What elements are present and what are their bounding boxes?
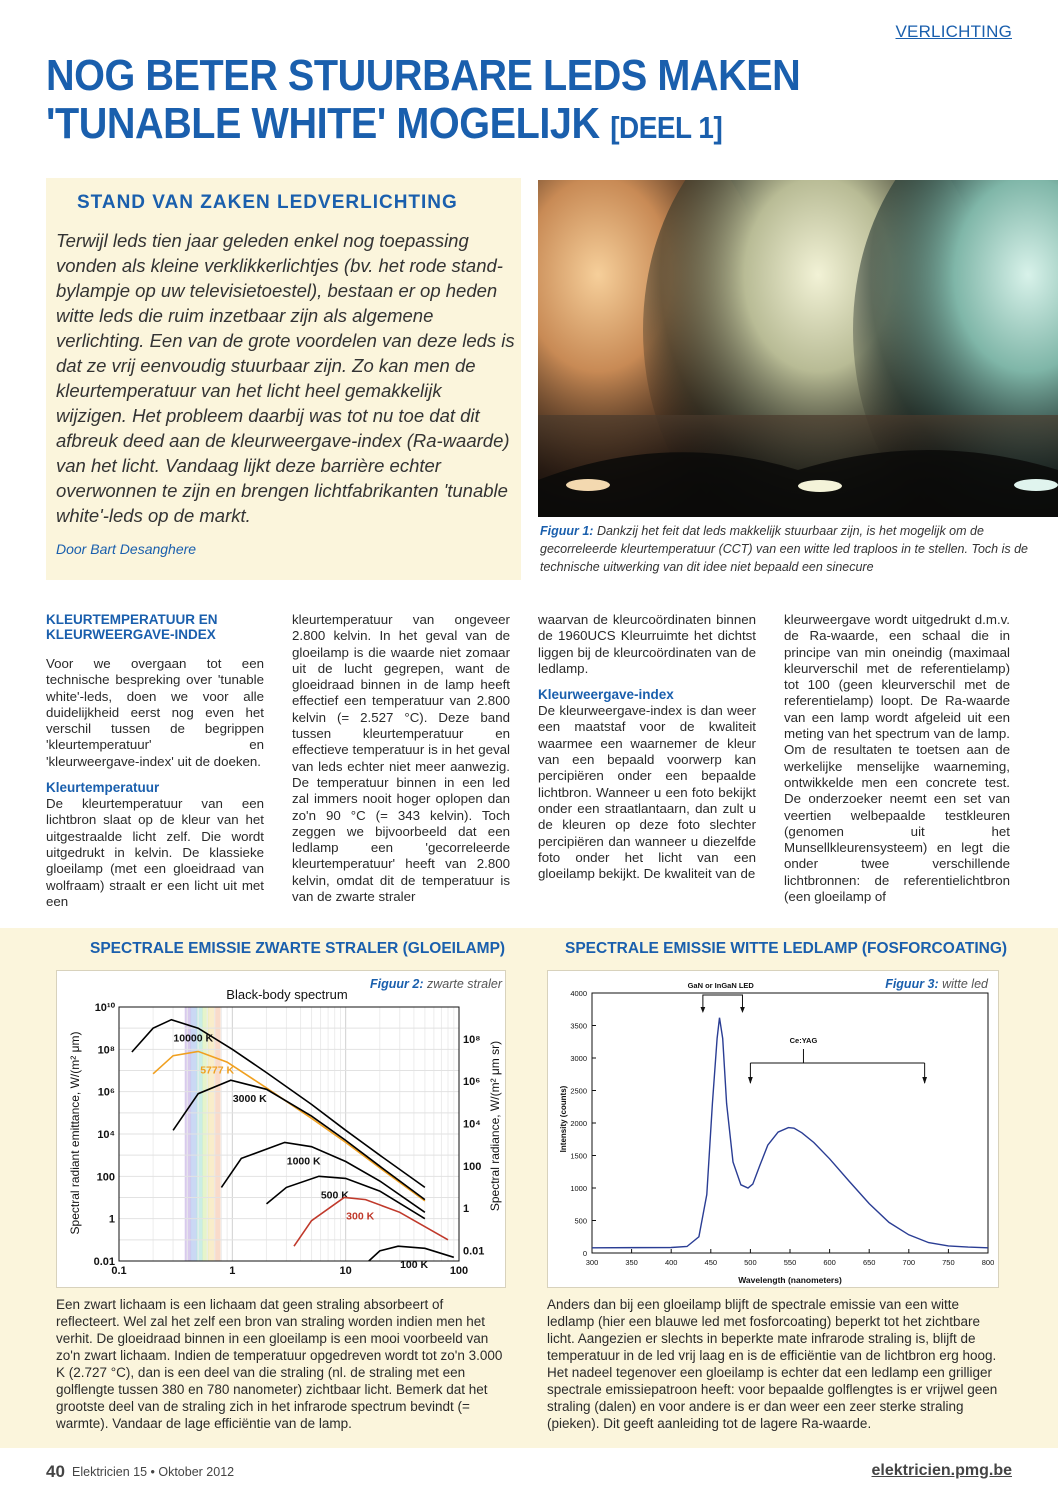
intro-text: Terwijl leds tien jaar geleden enkel nog toepassing vonden als kleine verklikkerlichtjes (bv. het rode stand-bylampje op uw televisietoestel), bestaan er op heden witte leds die ruim inzetbaar zijn als algemene verlichting. Een van de grote voordelen van deze leds is dat ze vrij eenvoudig stuurbaar zijn. Zo kan men de kleurtemperatuur van het licht heel gemakkelijk wijzigen. Het probleem daarbij was tot nu toe dat dit afbreuk deed aan de kleurweergave-index (Ra-waarde) van het licht. Vandaag lijkt deze barrière echter overwonnen te zijn en brengen lichtfabrikanten 'tunable white'-leds op de markt. bbox=[56, 230, 515, 526]
y-right-tick-label: 0.01 bbox=[463, 1245, 485, 1258]
y-right-tick-label: 10⁴ bbox=[463, 1118, 481, 1131]
subheading-kleurtemperatuur: Kleurtemperatuur bbox=[46, 780, 160, 796]
annotation-bracket bbox=[703, 995, 743, 1001]
figure-3-chart bbox=[547, 970, 999, 1288]
x-tick-label: 100 bbox=[449, 1265, 469, 1277]
y-tick-label: 0.01 bbox=[93, 1256, 115, 1268]
figure-3-text: witte led bbox=[938, 977, 988, 991]
headline-line-1: NOG BETER STUURBARE LEDS MAKEN bbox=[46, 51, 801, 100]
website-link[interactable]: elektricien.pmg.be bbox=[871, 1462, 1012, 1479]
column-1-paragraph-1: Voor we overgaan tot een technische bespreking over 'tunable white'-leds, doen we voor alle duidelijkheid eerst nog even het verschil tussen de begrippen 'kleurtemperatuur' en 'kleurweergave-index' uit de doeken. bbox=[46, 656, 264, 769]
page-number: 40 bbox=[46, 1462, 65, 1481]
right-chart-title: SPECTRALE EMISSIE WITTE LEDLAMP (FOSFORCOATING) bbox=[565, 940, 1008, 957]
figure-2-chart bbox=[56, 970, 506, 1288]
y-tick-label: 10⁶ bbox=[97, 1086, 115, 1099]
column-3-paragraph-2: De kleurweergave-index is dan weer een maatstaf voor de kwaliteit waarmee een waarnemer de kleur van een bepaald voorwerp kan percipiëren onder een bepaalde lichtbron. Wanneer u een foto bekijkt onder een straatlantaarn, dan zult u de kleuren op deze foto slechter percipiëren dan wanneer u diezelfde foto onder het licht van een gloeilamp bekijkt. De kwaliteit van de bbox=[538, 703, 756, 882]
figure-3-label: Figuur 3: bbox=[885, 977, 939, 991]
series-label: 3000 K bbox=[232, 1093, 267, 1106]
headline-line-2-main: 'TUNABLE WHITE' MOGELIJK bbox=[46, 99, 600, 148]
x-tick-label: 650 bbox=[862, 1258, 876, 1267]
blackbody-chart-title: Black-body spectrum bbox=[226, 987, 348, 1002]
y-tick-label: 1000 bbox=[570, 1184, 587, 1193]
y-right-tick-label: 10⁶ bbox=[463, 1076, 481, 1089]
article-headline bbox=[46, 52, 919, 152]
svg-text:Figuur 3: witte led bbox=[885, 977, 989, 991]
x-tick-label: 750 bbox=[942, 1258, 955, 1267]
y-right-tick-label: 100 bbox=[463, 1160, 482, 1173]
y-tick-label: 0 bbox=[582, 1249, 587, 1258]
led-spectrum-chart-svg bbox=[548, 971, 1000, 1289]
svg-text:Figuur 2: zwarte straler bbox=[370, 977, 503, 991]
x-tick-label: 10 bbox=[339, 1265, 352, 1277]
led-spectrum-line bbox=[592, 1018, 988, 1248]
x-tick-label: 450 bbox=[704, 1258, 718, 1267]
article-column-3 bbox=[538, 612, 756, 882]
figure-1-label: Figuur 1: bbox=[540, 524, 594, 538]
annotation-ce-yag: Ce:YAG bbox=[789, 1036, 818, 1045]
figure-3-caption: Anders dan bij een gloeilamp blijft de spectrale emissie van een witte ledlamp (hier een blauwe led met fosforcoating) beperkt tot het zichtbare licht. Aangezien er slechts in beperkte mate infrarode straling is, blijft de temperatuur in de led vrij laag en is de efficiëntie van de lichtbron erg hoog. Het nadeel tegenover een gloeilamp is echter dat een ledlamp een grilliger spectrale emissiepatroon heeft: voor bepaalde golflengtes is er vrijwel geen straling (dalen) en voor andere is er dan weer een zeer sterke straling (pieken). Dit geeft aanleiding tot de lagere Ra-waarde. bbox=[547, 1297, 998, 1431]
article-column-1 bbox=[46, 612, 264, 910]
blackbody-chart-svg bbox=[57, 971, 507, 1289]
subheading-kleurweergave-index: Kleurweergave-index bbox=[538, 687, 674, 703]
figure-2-text: zwarte straler bbox=[423, 977, 502, 991]
column-1-paragraph-2: De kleurtemperatuur van een lichtbron slaat op de kleur van het uitgestraalde licht zelf. Die wordt uitgedrukt in kelvin. De klassieke gloeilamp (met een gloeidraad van wolfraam) straalt er een licht uit met een bbox=[46, 796, 264, 909]
article-column-2 bbox=[292, 612, 510, 905]
figure-2-label: Figuur 2: bbox=[370, 977, 424, 991]
x-tick-label: 400 bbox=[664, 1258, 678, 1267]
y-tick-label: 10¹⁰ bbox=[94, 1002, 115, 1014]
x-tick-label: 0.1 bbox=[111, 1265, 127, 1277]
x-tick-label: 350 bbox=[625, 1258, 638, 1267]
magazine-issue: Elektricien 15 • Oktober 2012 bbox=[72, 1465, 235, 1479]
series-label: 500 K bbox=[320, 1189, 349, 1202]
arrow-heads-yag bbox=[748, 1077, 927, 1084]
figure-1-photo bbox=[538, 180, 1058, 517]
figure-1-caption bbox=[540, 522, 1045, 576]
y-right-tick-label: 10⁸ bbox=[463, 1033, 481, 1046]
plot-frame bbox=[592, 993, 988, 1253]
blackbody-y-label: Spectral radiant emittance, W/(m² μm) bbox=[68, 1031, 82, 1235]
y-tick-label: 10⁴ bbox=[97, 1129, 115, 1141]
y-tick-label: 10⁸ bbox=[97, 1044, 115, 1057]
y-tick-label: 100 bbox=[96, 1171, 115, 1184]
y-tick-label: 3500 bbox=[570, 1021, 587, 1031]
led-light-photo bbox=[538, 180, 1058, 517]
annotation-bracket-yag bbox=[750, 1049, 924, 1083]
x-tick-label: 500 bbox=[744, 1258, 757, 1267]
article-column-4 bbox=[784, 612, 1010, 905]
x-tick-label: 600 bbox=[823, 1258, 836, 1267]
arrow-heads bbox=[701, 1007, 745, 1013]
led-y-label: Intensity (counts) bbox=[559, 1085, 568, 1153]
figure-2-caption: Een zwart lichaam is een lichaam dat geen straling absorbeert of reflecteert. Wel zal het zelf een bron van straling worden indien men het verhit. De gloeidraad binnen in een gloeilamp is een mooi voorbeeld van zo'n zwart lichaam. Indien de temperatuur opgedreven wordt tot zo'n 3.000 K (2.727 °C), dan is een deel van die straling (nl. de straling met een golflengte tussen 380 en 780 nanometer) zichtbaar licht. Bemerk dat het grootste deel van de straling zich in het infrarode spectrum bevindt (= warmte). Vandaar de lage efficiëntie van de lamp. bbox=[56, 1297, 503, 1431]
headline-part: [DEEL 1] bbox=[610, 110, 723, 145]
x-tick-label: 1 bbox=[229, 1265, 236, 1277]
y-tick-label: 2000 bbox=[570, 1119, 587, 1128]
blackbody-y-right-label: Spectral radiance, W/(m² μm sr) bbox=[488, 1040, 502, 1212]
y-tick-label: 3000 bbox=[570, 1054, 587, 1063]
x-tick-label: 550 bbox=[783, 1258, 797, 1267]
section-tag: VERLICHTING bbox=[895, 22, 1012, 41]
column-1-heading: KLEURTEMPERATUUR EN KLEURWEERGAVE-INDEX bbox=[46, 612, 218, 642]
series-line-10000-k bbox=[132, 1020, 425, 1188]
figure-1-caption-text: Dankzij het feit dat leds makkelijk stuurbaar zijn, is het mogelijk om de gecorreleerde kleurtemperatuur (CCT) van een witte led traploos in te stellen. Toch is de technische uitwerking van dit idee niet bepaald een sinecure bbox=[540, 524, 1028, 574]
x-tick-label: 300 bbox=[585, 1258, 599, 1267]
headline-line-2 bbox=[46, 100, 919, 152]
series-label: 100 K bbox=[400, 1259, 429, 1272]
column-3-paragraph-1: waarvan de kleurcoördinaten binnen de 1960UCS Kleurruimte het dichtst liggen bij de kleurcoördinaten van de ledlamp. bbox=[538, 612, 756, 676]
left-chart-title: SPECTRALE EMISSIE ZWARTE STRALER (GLOEILAMP) bbox=[90, 940, 506, 957]
y-tick-label: 500 bbox=[574, 1216, 587, 1226]
y-tick-label: 2500 bbox=[570, 1086, 587, 1096]
intro-title: STAND VAN ZAKEN LEDVERLICHTING bbox=[77, 192, 458, 213]
annotation-arrows bbox=[703, 1001, 743, 1011]
annotation-gan-led: GaN or InGaN LED bbox=[687, 981, 754, 990]
x-tick-label: 700 bbox=[902, 1258, 916, 1267]
led-x-label: Wavelength (nanometers) bbox=[738, 1275, 842, 1285]
series-label: 5777 K bbox=[200, 1064, 235, 1077]
column-2-paragraph: kleurtemperatuur van ongeveer 2.800 kelvin. In het geval van de gloeilamp is die waarde niet zomaar uit de lucht gegrepen, want de gloeidraad binnen in de lamp heeft effectief een temperatuur van 2.800 kelvin (= 2.527 °C). Deze band tussen kleurtemperatuur en effectieve temperatuur is in het geval van leds echter niet meer aanwezig. De temperatuur binnen in een led zal immers nooit hoger oplopen dan zo'n 90 °C (= 343 kelvin). Toch zeggen we bijvoorbeeld dat een ledlamp een 'gecorreleerde kleurtemperatuur' heeft van 2.800 kelvin, omdat dit de temperatuur is van de zwarte straler bbox=[292, 612, 510, 905]
series-label: 10000 K bbox=[173, 1032, 214, 1045]
x-tick-label: 800 bbox=[981, 1258, 995, 1267]
series-label: 300 K bbox=[346, 1210, 375, 1223]
column-4-paragraph: kleurweergave wordt uitgedrukt d.m.v. de Ra-waarde, een schaal die in principe van min oneindig (maximaal kleurverschil met de referentielamp) tot 100 (geen kleurverschil met de referentielamp) loopt. De Ra-waarde van een lamp wordt afgeleid uit een meting van het spectrum van de lamp. Om de resultaten te toetsen aan de werkelijke menselijke waarneming, ontwikkelde men een concrete test. De onderzoeker neemt een set van veertien welbepaalde testkleuren (genomen uit het Munsellkleurensysteem) en legt die onder twee verschillende lichtbronnen: de referentielichtbron (een gloeilamp of bbox=[784, 612, 1010, 905]
y-tick-label: 4000 bbox=[570, 989, 587, 998]
series-label: 1000 K bbox=[286, 1155, 321, 1168]
y-right-tick-label: 1 bbox=[463, 1203, 470, 1216]
y-tick-label: 1 bbox=[108, 1213, 115, 1226]
author-byline: Door Bart Desanghere bbox=[56, 541, 197, 557]
y-tick-label: 1500 bbox=[570, 1151, 587, 1161]
